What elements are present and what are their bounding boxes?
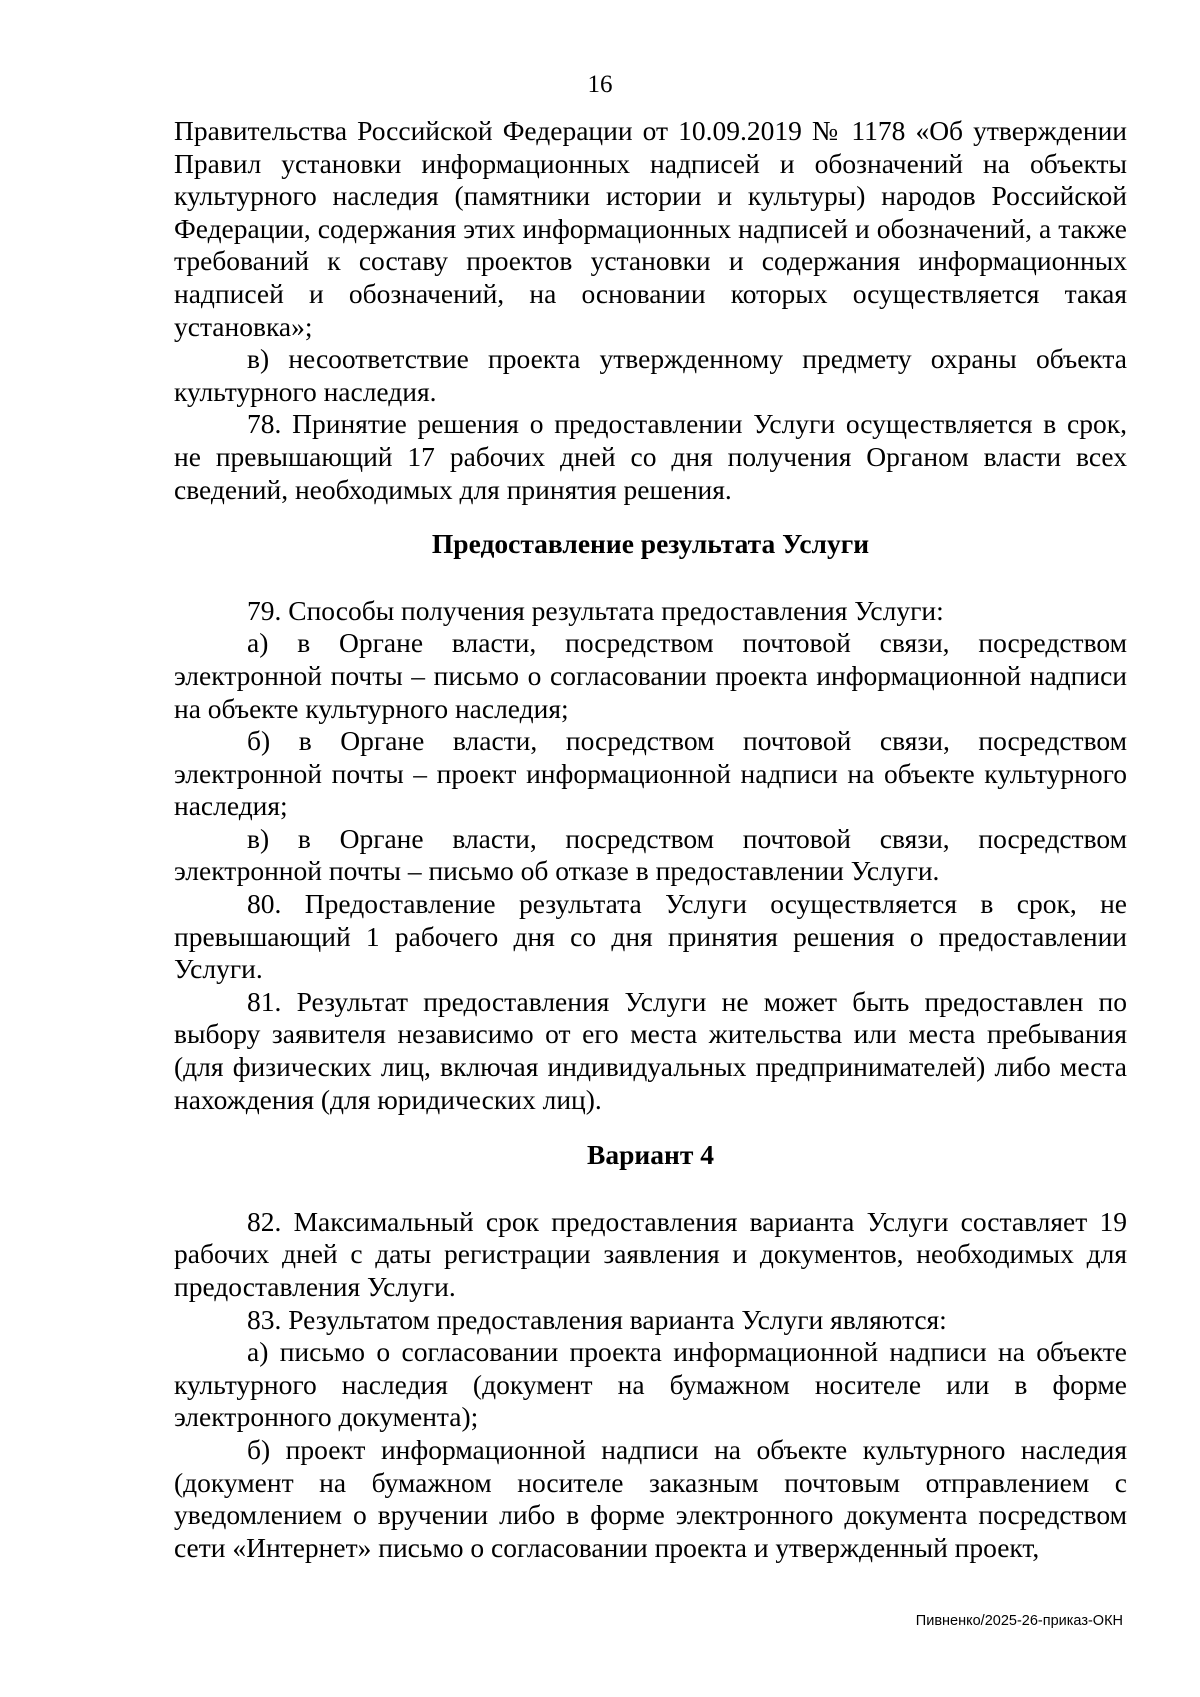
page-number: 16 xyxy=(587,71,613,98)
paragraph-item-v-mismatch: в) несоответствие проекта утвержденному предмету охраны объекта культурного наследия. xyxy=(174,343,1127,407)
paragraph-79-b: б) в Органе власти, посредством почтовой связи, посредством электронной почты – проект информационной надписи на объекте культурного наследия; xyxy=(174,725,1127,822)
paragraph-79-v: в) в Органе власти, посредством почтовой связи, посредством электронной почты – письмо об отказе в предоставлении Услуги. xyxy=(174,822,1127,887)
paragraph-83-b: б) проект информационной надписи на объекте культурного наследия (документ на бумажном носителе заказным почтовым отправлением с уведомлением о вручении либо в форме электронного документа посредством сети «Интернет» письмо о согласовании проекта и утвержденный проект, xyxy=(174,1433,1127,1563)
paragraph-81: 81. Результат предоставления Услуги не может быть предоставлен по выбору заявителя независимо от его места жительства или места пребывания (для физических лиц, включая индивидуальных предпринимателей) либо места нахождения (для юридических лиц). xyxy=(174,985,1127,1115)
paragraph-79-a: а) в Органе власти, посредством почтовой связи, посредством электронной почты – письмо о согласовании проекта информационной надписи на объекте культурного наследия; xyxy=(174,627,1127,724)
document-body xyxy=(174,115,1127,1564)
paragraph-intro-continuation: Правительства Российской Федерации от 10.09.2019 № 1178 «Об утверждении Правил установки информационных надписей и обозначений на объекты культурного наследия (памятники истории и культуры) народов Российской Федерации, содержания этих информационных надписей и обозначений, а также требований к составу проектов установки и содержания информационных надписей и обозначений, на основании которых осуществляется такая установка»; xyxy=(174,115,1127,342)
paragraph-83: 83. Результатом предоставления варианта Услуги являются: xyxy=(247,1303,947,1335)
paragraph-79: 79. Способы получения результата предоставления Услуги: xyxy=(247,594,944,626)
section-heading-variant: Вариант 4 xyxy=(587,1139,714,1171)
document-footer-code: Пивненко/2025-26-приказ-ОКН xyxy=(915,1613,1123,1629)
section-heading-result: Предоставление результата Услуги xyxy=(431,528,870,560)
paragraph-78: 78. Принятие решения о предоставлении Услуги осуществляется в срок, не превышающий 17 рабочих дней со дня получения Органом власти всех сведений, необходимых для принятия решения. xyxy=(174,408,1127,505)
paragraph-80: 80. Предоставление результата Услуги осуществляется в срок, не превышающий 1 рабочего дня со дня принятия решения о предоставлении Услуги. xyxy=(174,888,1127,985)
paragraph-83-a: а) письмо о согласовании проекта информационной надписи на объекте культурного наследия (документ на бумажном носителе или в форме электронного документа); xyxy=(174,1336,1127,1433)
paragraph-82: 82. Максимальный срок предоставления варианта Услуги составляет 19 рабочих дней с даты регистрации заявления и документов, необходимых для предоставления Услуги. xyxy=(174,1205,1127,1302)
